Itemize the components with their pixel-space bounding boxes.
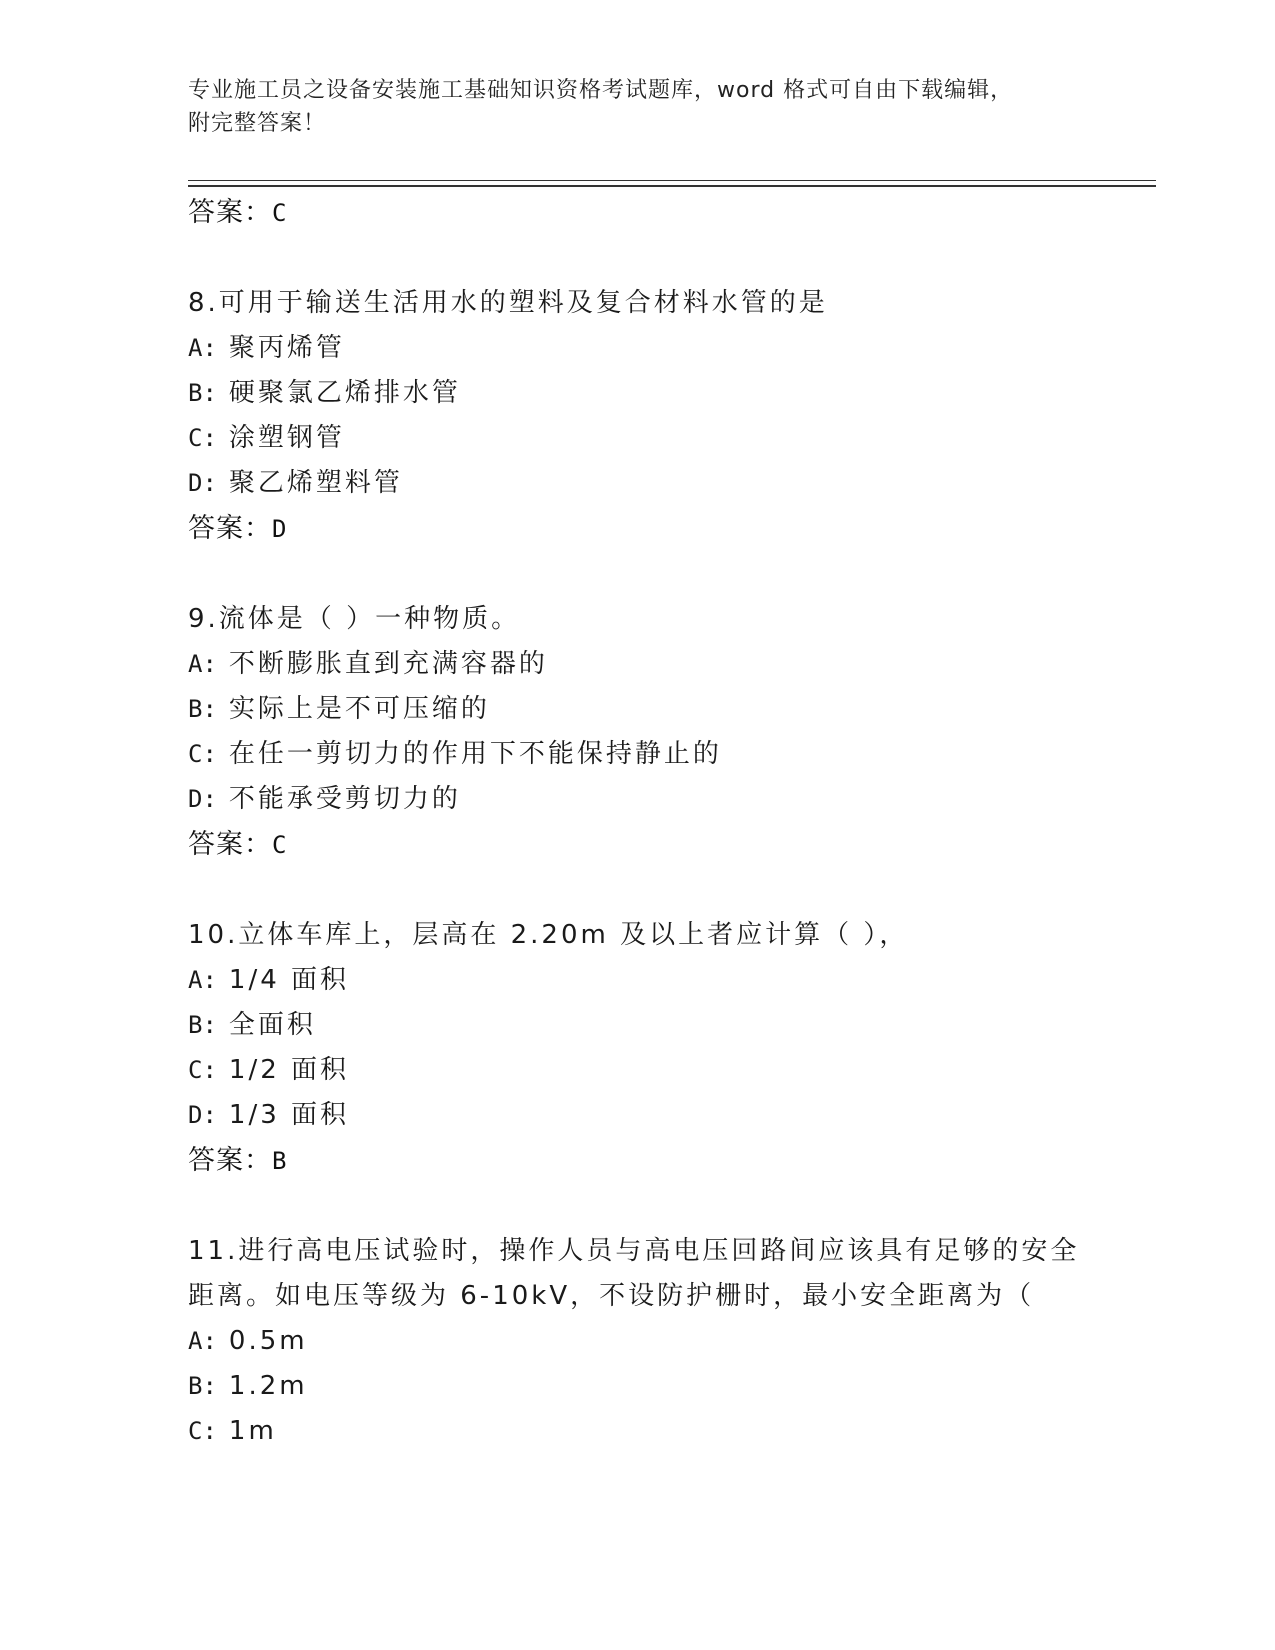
question-spacer xyxy=(188,1183,1148,1229)
option-key: B: xyxy=(188,379,217,407)
question-text: 8.可用于输送生活用水的塑料及复合材料水管的是 xyxy=(188,288,828,318)
answer-label: 答案： xyxy=(188,197,272,228)
option-row xyxy=(188,371,1148,416)
option-row xyxy=(188,687,1148,732)
question-block xyxy=(188,913,1148,1183)
question-list xyxy=(188,190,1148,1454)
question-block xyxy=(188,597,1148,867)
option-key: A: xyxy=(188,966,217,994)
answer-value: B xyxy=(272,1147,288,1175)
option-row xyxy=(188,1093,1148,1138)
header-divider-thick xyxy=(188,185,1156,187)
option-row xyxy=(188,461,1148,506)
option-key: D: xyxy=(188,785,217,813)
option-key: D: xyxy=(188,1101,217,1129)
option-text: 实际上是不可压缩的 xyxy=(228,694,490,724)
option-row xyxy=(188,1319,1148,1364)
question-block xyxy=(188,281,1148,551)
option-text: 在任一剪切力的作用下不能保持静止的 xyxy=(228,739,722,769)
question-block xyxy=(188,1229,1148,1454)
option-text: 1/3 面积 xyxy=(228,1100,350,1130)
header-line-2: 附完整答案！ xyxy=(188,111,327,136)
answer-line xyxy=(188,190,1148,235)
option-key: C: xyxy=(188,740,217,768)
option-text: 0.5m xyxy=(228,1326,308,1356)
option-key: C: xyxy=(188,1417,217,1445)
option-key: B: xyxy=(188,1372,217,1400)
option-row xyxy=(188,732,1148,777)
option-key: C: xyxy=(188,424,217,452)
option-text: 硬聚氯乙烯排水管 xyxy=(228,378,461,408)
option-key: B: xyxy=(188,1011,217,1039)
answer-value: C xyxy=(272,831,288,859)
option-row xyxy=(188,642,1148,687)
document-header xyxy=(188,74,1088,140)
option-key: A: xyxy=(188,650,217,678)
answer-line xyxy=(188,822,1148,867)
option-row xyxy=(188,958,1148,1003)
question-text: 11.进行高电压试验时，操作人员与高电压回路间应该具有足够的安全 xyxy=(188,1236,1080,1266)
option-text: 不断膨胀直到充满容器的 xyxy=(228,649,548,679)
answer-label: 答案： xyxy=(188,1145,272,1176)
option-text: 1m xyxy=(228,1416,277,1446)
header-line-1: 专业施工员之设备安装施工基础知识资格考试题库，word 格式可自由下载编辑， xyxy=(188,78,1014,103)
option-key: B: xyxy=(188,695,217,723)
option-text: 1/4 面积 xyxy=(228,965,350,995)
question-text: 10.立体车库上，层高在 2.20m 及以上者应计算（ ）， xyxy=(188,920,909,950)
option-key: D: xyxy=(188,469,217,497)
answer-label: 答案： xyxy=(188,829,272,860)
option-key: A: xyxy=(188,334,217,362)
option-row xyxy=(188,1003,1148,1048)
option-row xyxy=(188,326,1148,371)
option-row xyxy=(188,1048,1148,1093)
header-divider-thin xyxy=(188,180,1156,181)
option-text: 聚丙烯管 xyxy=(228,333,345,363)
option-text: 涂塑钢管 xyxy=(228,423,345,453)
question-spacer xyxy=(188,551,1148,597)
option-text: 全面积 xyxy=(228,1010,316,1040)
option-text: 聚乙烯塑料管 xyxy=(228,468,403,498)
option-row xyxy=(188,1364,1148,1409)
option-row xyxy=(188,777,1148,822)
option-row xyxy=(188,1409,1148,1454)
answer-label: 答案： xyxy=(188,513,272,544)
question-spacer xyxy=(188,867,1148,913)
question-spacer xyxy=(188,235,1148,281)
answer-value: C xyxy=(272,199,288,227)
question-text: 9.流体是（ ）一种物质。 xyxy=(188,604,521,634)
answer-line xyxy=(188,506,1148,551)
option-key: C: xyxy=(188,1056,217,1084)
answer-value: D xyxy=(272,515,288,543)
option-text: 1/2 面积 xyxy=(228,1055,350,1085)
option-key: A: xyxy=(188,1327,217,1355)
option-text: 不能承受剪切力的 xyxy=(228,784,461,814)
option-row xyxy=(188,416,1148,461)
option-text: 1.2m xyxy=(228,1371,308,1401)
question-text: 距离。如电压等级为 6-10kV，不设防护栅时，最小安全距离为（ xyxy=(188,1281,1035,1311)
answer-line xyxy=(188,1138,1148,1183)
